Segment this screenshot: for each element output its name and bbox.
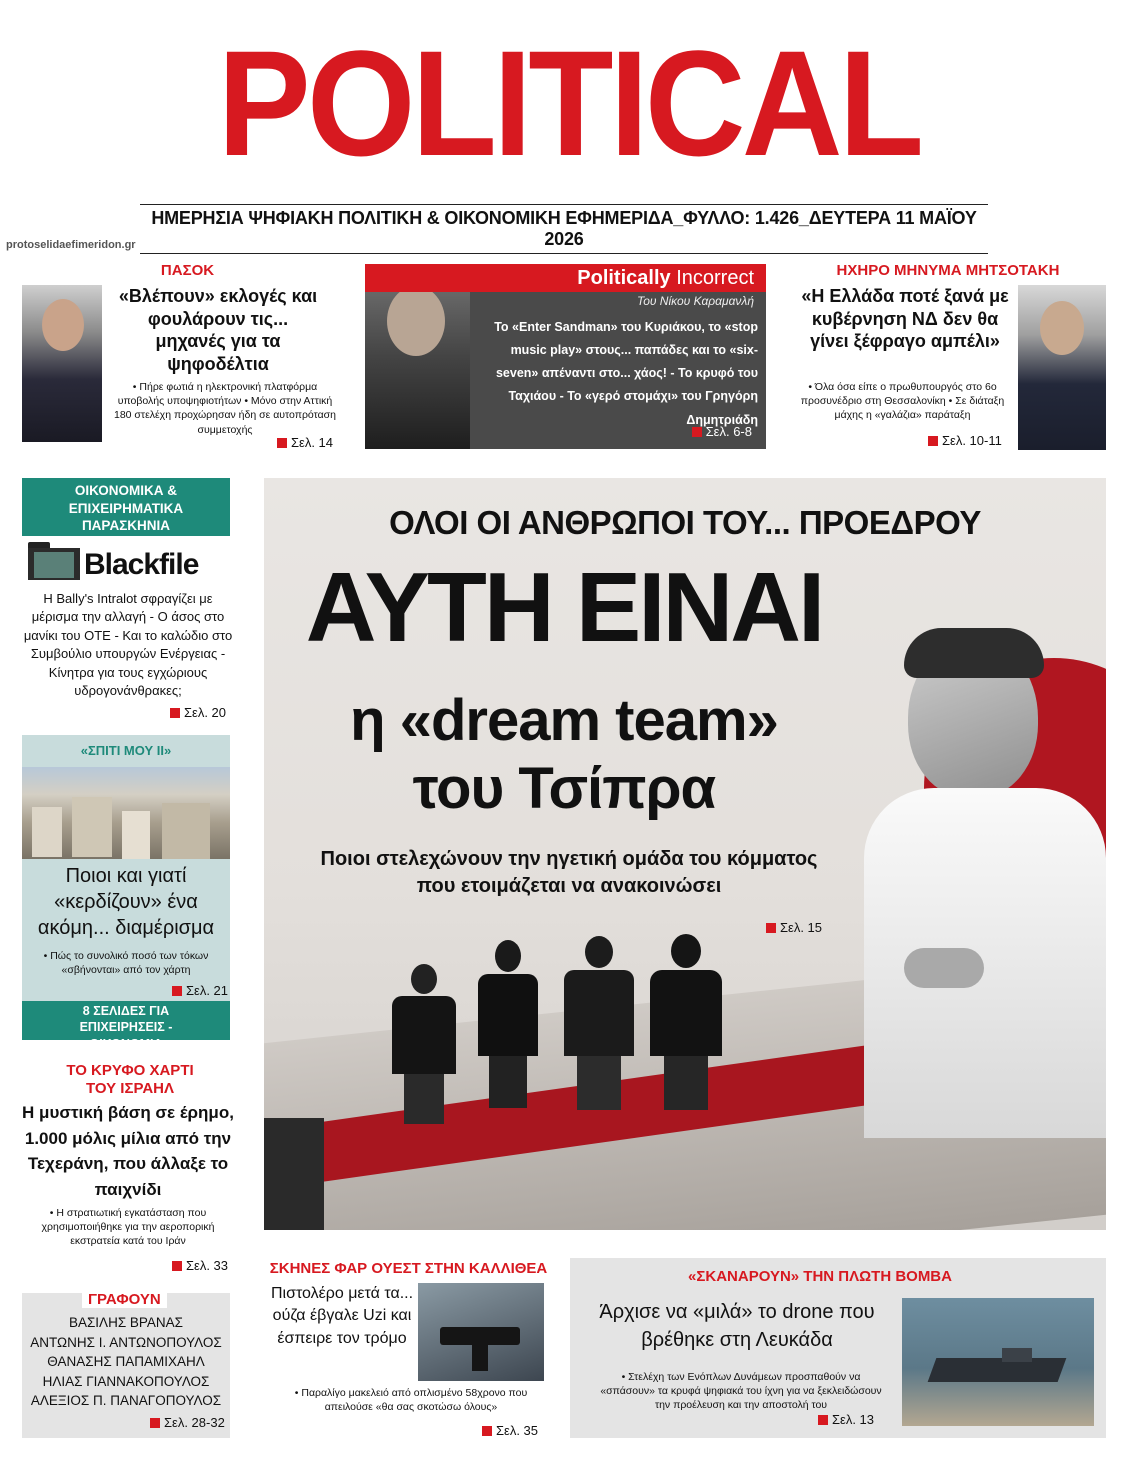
main-supertitle: ΟΛΟΙ ΟΙ ΑΝΘΡΩΠΟΙ ΤΟΥ... ΠΡΟΕΔΡΟΥ — [389, 504, 981, 541]
writer-name[interactable]: ΑΝΤΩΝΗΣ Ι. ΑΝΤΩΝΟΠΟΥΛΟΣ — [30, 1334, 222, 1350]
top-left-bullets: • Πήρε φωτιά η ηλεκτρονική πλατφόρμα υποβολής υποψηφιοτήτων • Μόνο στην Αττική 180 στελέχη προχώρησαν ήδη σε αυτοπρόταση συμμετοχής — [114, 381, 336, 436]
writer-name[interactable]: ΗΛΙΑΣ ΓΙΑΝΝΑΚΟΠΟΥΛΟΣ — [42, 1373, 210, 1389]
kallithea-page-ref[interactable]: Σελ. 35 — [482, 1423, 538, 1438]
photo-tsipras — [864, 618, 1106, 1138]
column-title-bold: Politically — [577, 267, 671, 289]
top-left-kicker: ΠΑΣΟΚ — [160, 262, 215, 279]
column-header — [365, 264, 766, 292]
main-headline-line3: του Τσίπρα — [412, 756, 716, 821]
top-left-page-ref[interactable]: Σελ. 14 — [277, 435, 333, 450]
spiti-bullets: • Πώς το συνολικό ποσό των τόκων «σβήνονται» από τον χάρτη — [43, 950, 209, 977]
main-subtitle: Ποιοι στελεχώνουν την ηγετική ομάδα του κόμματος που ετοιμάζεται να ανακοινώσει — [320, 848, 818, 897]
masthead-logo[interactable]: POLITICAL — [217, 19, 921, 187]
drone-page-ref[interactable]: Σελ. 13 — [818, 1412, 874, 1427]
blackfile-banner: ΟΙΚΟΝΟΜΙΚΑ & ΕΠΙΧΕΙΡΗΜΑΤΙΚΑ ΠΑΡΑΣΚΗΝΙΑ — [22, 478, 230, 536]
figure-silhouette — [564, 936, 634, 1112]
writers-title: ΓΡΑΦΟΥΝ — [82, 1291, 167, 1308]
column-page-ref[interactable]: Σελ. 6-8 — [692, 424, 752, 439]
kallithea-headline[interactable]: Πιστολέρο μετά τα... ούζα έβγαλε Uzi και έσπειρε τον τρόμο — [270, 1285, 414, 1347]
spiti-box[interactable] — [22, 735, 230, 1051]
dark-panel-graphic — [264, 1118, 324, 1230]
israel-bullets: • Η στρατιωτική εγκατάσταση που χρησιμοποιήθηκε για την αεροπορική εκστρατεία κατά του Ιράν — [41, 1207, 215, 1248]
kallithea-bullets: • Παραλίγο μακελειό από οπλισμένο 58χρονο που απειλούσε «θα σας σκοτώσω όλους» — [294, 1387, 528, 1414]
writer-name[interactable]: ΘΑΝΑΣΗΣ ΠΑΠΑΜΙΧΑΗΛ — [47, 1354, 205, 1370]
israel-page-ref[interactable]: Σελ. 33 — [172, 1258, 228, 1273]
column-author: Του Νίκου Καραμανλή — [636, 294, 754, 308]
drone-kicker: «ΣΚΑΝΑΡΟΥΝ» ΤΗΝ ΠΛΩΤΗ ΒΟΜΒΑ — [688, 1268, 952, 1285]
top-right-bullets: • Όλα όσα είπε ο πρωθυπουργός στο 6ο προσυνέδριο στη Θεσσαλονίκη • Σε διάταξη μάχης η «γαλάζια» παράταξη — [800, 381, 1005, 422]
photo-drone-boat — [902, 1298, 1094, 1426]
top-right-headline[interactable]: «Η Ελλάδα ποτέ ξανά με κυβέρνηση ΝΔ δεν θα γίνει ξέφραγο αμπέλι» — [801, 286, 1009, 351]
photo-pasok-leader — [22, 285, 102, 442]
blackfile-title[interactable]: Blackfile — [84, 548, 199, 581]
column-title-light: Incorrect — [670, 267, 754, 289]
spiti-page-ref[interactable]: Σελ. 21 — [172, 983, 228, 998]
blackfile-text: Η Bally's Intralot σφραγίζει με μέρισμα την αλλαγή - Ο άσος στο μανίκι του ΟΤΕ - Και το καλώδιο στο Συμβούλιο υπουργών Ενέργειας - Κίνητρα για τους εγχώριους υδρογονάνθρακες; — [23, 591, 233, 699]
main-story[interactable] — [264, 478, 1106, 1230]
top-right-kicker: ΗΧΗΡΟ ΜΗΝΥΜΑ ΜΗΤΣΟΤΑΚΗ — [836, 262, 1060, 279]
israel-kicker: ΤΟ ΚΡΥΦΟ ΧΑΡΤΙ ΤΟΥ ΙΣΡΑΗΛ — [66, 1062, 194, 1097]
top-left-headline[interactable]: «Βλέπουν» εκλογές και φουλάρουν τις... μηχανές για τα ψηφοδέλτια — [118, 286, 318, 374]
blackfile-page-ref[interactable]: Σελ. 20 — [170, 705, 226, 720]
writer-name[interactable]: ΑΛΕΞΙΟΣ Π. ΠΑΝΑΓΟΠΟΥΛΟΣ — [30, 1393, 222, 1409]
main-page-ref[interactable]: Σελ. 15 — [766, 920, 822, 935]
drone-box[interactable] — [570, 1258, 1106, 1438]
figure-silhouette — [650, 934, 722, 1110]
spiti-kicker: «ΣΠΙΤΙ ΜΟΥ ΙΙ» — [80, 743, 172, 758]
photo-prime-minister — [1018, 285, 1106, 450]
spiti-footer-banner: 8 ΣΕΛΙΔΕΣ ΓΙΑ ΕΠΙΧΕΙΡΗΣΕΙΣ - ΟΙΚΟΝΟΜΙΑ — [22, 1001, 230, 1040]
drone-bullets: • Στελέχη των Ενόπλων Δυνάμεων προσπαθούν να «σπάσουν» τα κρυφά ψηφιακά του ίχνη για να ξεκλειδώσουν την προέλευση και την αποστολή του — [600, 1371, 882, 1412]
folder-icon — [28, 542, 80, 580]
writers-page-ref[interactable]: Σελ. 28-32 — [150, 1415, 225, 1430]
writer-name[interactable]: ΒΑΣΙΛΗΣ ΒΡΑΝΑΣ — [68, 1315, 184, 1330]
source-watermark: protoselidaefimeridon.gr — [6, 239, 136, 251]
figure-silhouette — [476, 940, 540, 1110]
main-headline-line2: η «dream team» — [350, 688, 778, 753]
drone-headline: Άρχισε να «μιλά» το drone που βρέθηκε στη Λευκάδα — [599, 1301, 875, 1351]
figure-silhouette — [392, 964, 456, 1124]
main-headline-line1: ΑΥΤΗ ΕΙΝΑΙ — [305, 552, 823, 662]
politically-incorrect-box[interactable] — [365, 264, 766, 449]
kallithea-kicker: ΣΚΗΝΕΣ ΦΑΡ ΟΥΕΣΤ ΣΤΗΝ ΚΑΛΛΙΘΕΑ — [269, 1260, 548, 1277]
top-right-page-ref[interactable]: Σελ. 10-11 — [928, 433, 1002, 448]
dateline: ΗΜΕΡΗΣΙΑ ΨΗΦΙΑΚΗ ΠΟΛΙΤΙΚΗ & ΟΙΚΟΝΟΜΙΚΗ ΕΦΗΜΕΡΙΔΑ_ΦΥΛΛΟ: 1.426_ΔΕΥΤΕΡΑ 11 ΜΑΪΟΥ 2026 — [140, 204, 988, 254]
column-text: Το «Enter Sandman» του Κυριάκου, το «stop music play» στους... παπάδες και το «six-seven» απέναντι στο... χάος! - Το κρυφό του Ταχιάου - Το «γερό στομάχι» του Γρηγόρη Δημητριάδη — [494, 320, 758, 427]
photo-apartments — [22, 767, 230, 859]
writers-box — [22, 1293, 230, 1438]
israel-headline[interactable]: Η μυστική βάση σε έρημο, 1.000 μόλις μίλια από την Τεχεράνη, που άλλαξε το παιχνίδι — [22, 1103, 234, 1199]
photo-uzi — [418, 1283, 544, 1381]
writers-list — [22, 1313, 230, 1411]
spiti-headline: Ποιοι και γιατί «κερδίζουν» ένα ακόμη... διαμέρισμα — [37, 865, 215, 939]
